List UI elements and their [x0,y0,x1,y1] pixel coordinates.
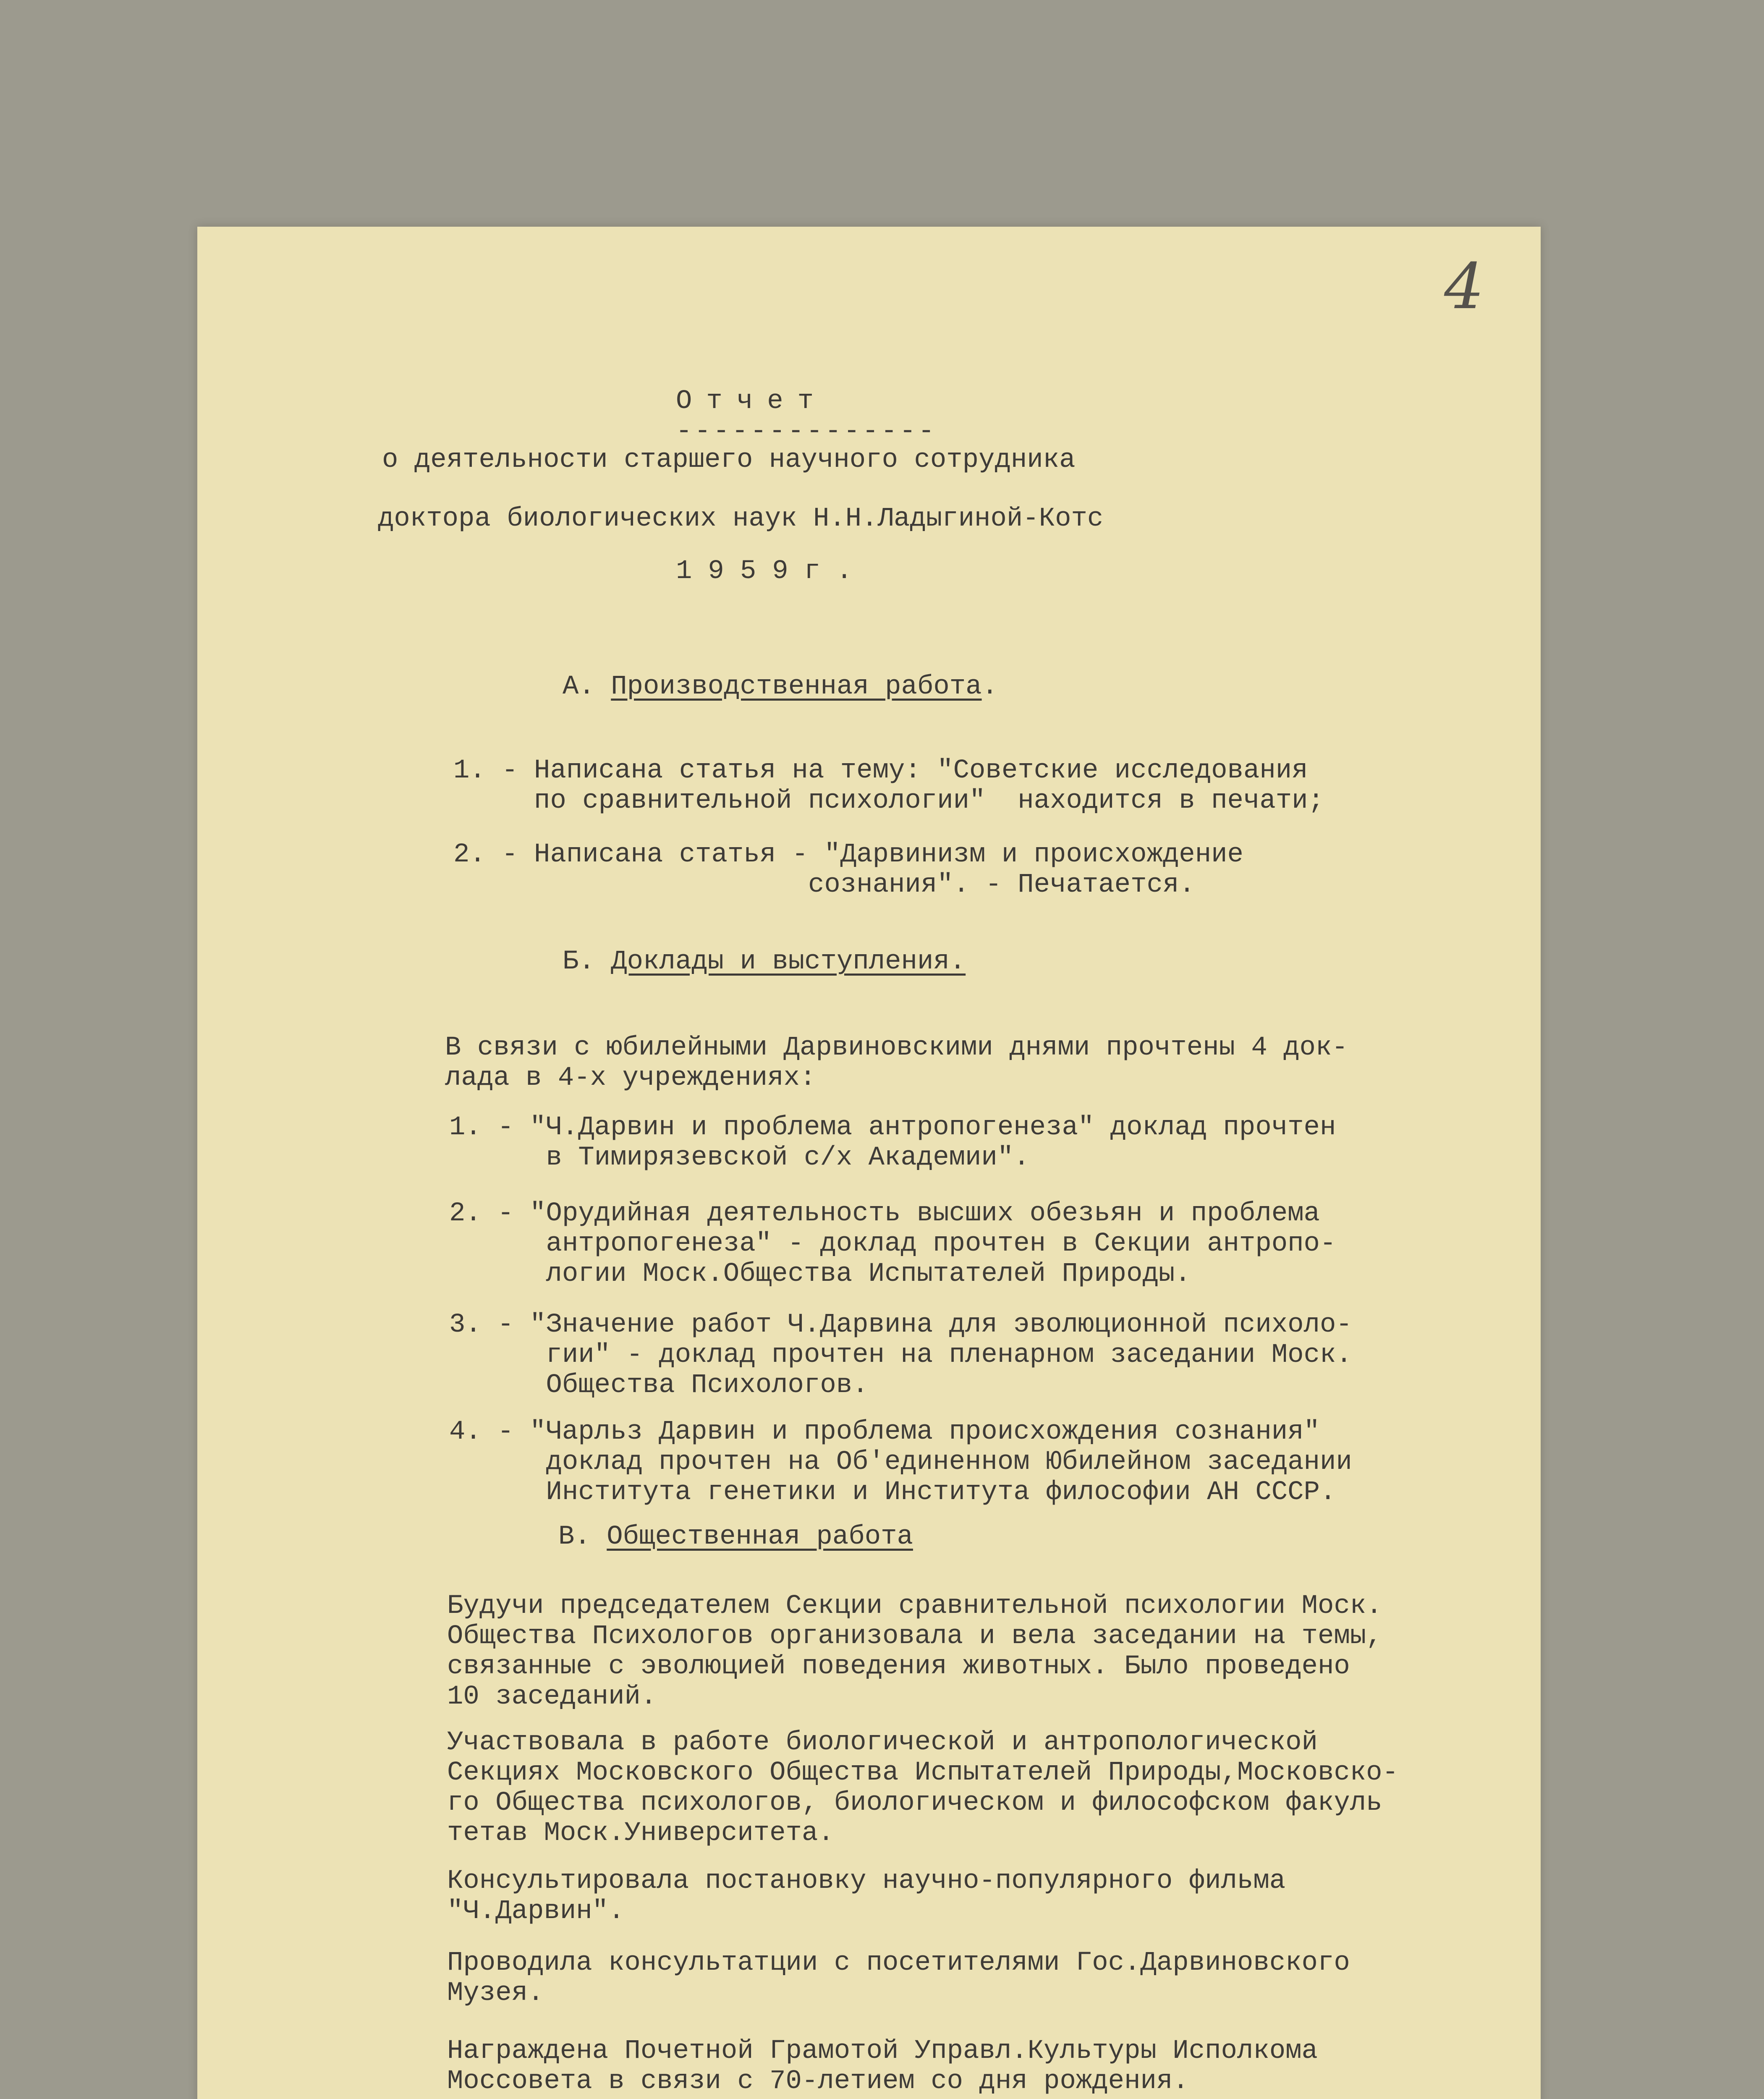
report-title: Отчет [676,386,828,416]
title-rule: -------------- [676,416,937,447]
section-c-paragraph-4: Проводила консультатции с посетителями Гос.Дарвиновского Музея. [447,1948,1350,2008]
section-c-heading: В. Общественная работа [558,1522,913,1552]
section-b-heading: Б. Доклады и выступления. [563,947,966,977]
section-a-item-1: 1. - Написана статья на тему: "Советские исследования по сравнительной психологии" находится в печати; [453,756,1324,816]
report-year: 1959г. [676,556,869,586]
page-number: 4 [1444,250,1484,323]
section-a-item-2: 2. - Написана статья - "Дарвинизм и происхождение сознания". - Печатается. [453,840,1243,900]
section-b-item-4: 4. - "Чарльз Дарвин и проблема происхождения сознания" доклад прочтен на Об'единенном Юбилейном заседании Института генетики и Института философии АН СССР. [449,1417,1352,1508]
section-c-paragraph-1: Будучи председателем Секции сравнительной психологии Моск. Общества Психологов организовала и вела заседании на темы, связанные с эволюцией поведения животных. Было проведено 10 заседаний. [447,1591,1382,1712]
section-c-paragraph-3: Консультировала постановку научно-популярного фильма "Ч.Дарвин". [447,1866,1286,1926]
section-b-item-1: 1. - "Ч.Дарвин и проблема антропогенеза" доклад прочтен в Тимирязевской с/х Академии". [449,1112,1336,1173]
section-c-paragraph-2: Участвовала в работе биологической и антропологической Секциях Московского Общества Испытателей Природы,Московско- го Общества психологов, биологическом и философском факуль тетав Моск.Университета. [447,1727,1398,1848]
section-b-item-3: 3. - "Значение работ Ч.Дарвина для эволюционной психоло- гии" - доклад прочтен на пленарном заседании Моск. Общества Психологов. [449,1310,1352,1400]
section-b-item-2: 2. - "Орудийная деятельность высших обезьян и проблема антропогенеза" - доклад прочтен в Секции антропо- логии Моск.Общества Испытателей Природы. [449,1199,1336,1289]
header-line-1: о деятельности старшего научного сотрудника [382,445,1076,475]
section-c-paragraph-5: Награждена Почетной Грамотой Управл.Культуры Исполкома Моссовета в связи с 70-летием со дня рождения. [447,2036,1318,2096]
header-line-2: доктора биологических наук Н.Н.Ладыгиной-Котс [378,504,1104,534]
section-a-heading: А. Производственная работа. [563,672,998,702]
section-b-intro: В связи с юбилейными Дарвиновскими днями прочтены 4 док- лада в 4-х учреждениях: [445,1033,1348,1093]
